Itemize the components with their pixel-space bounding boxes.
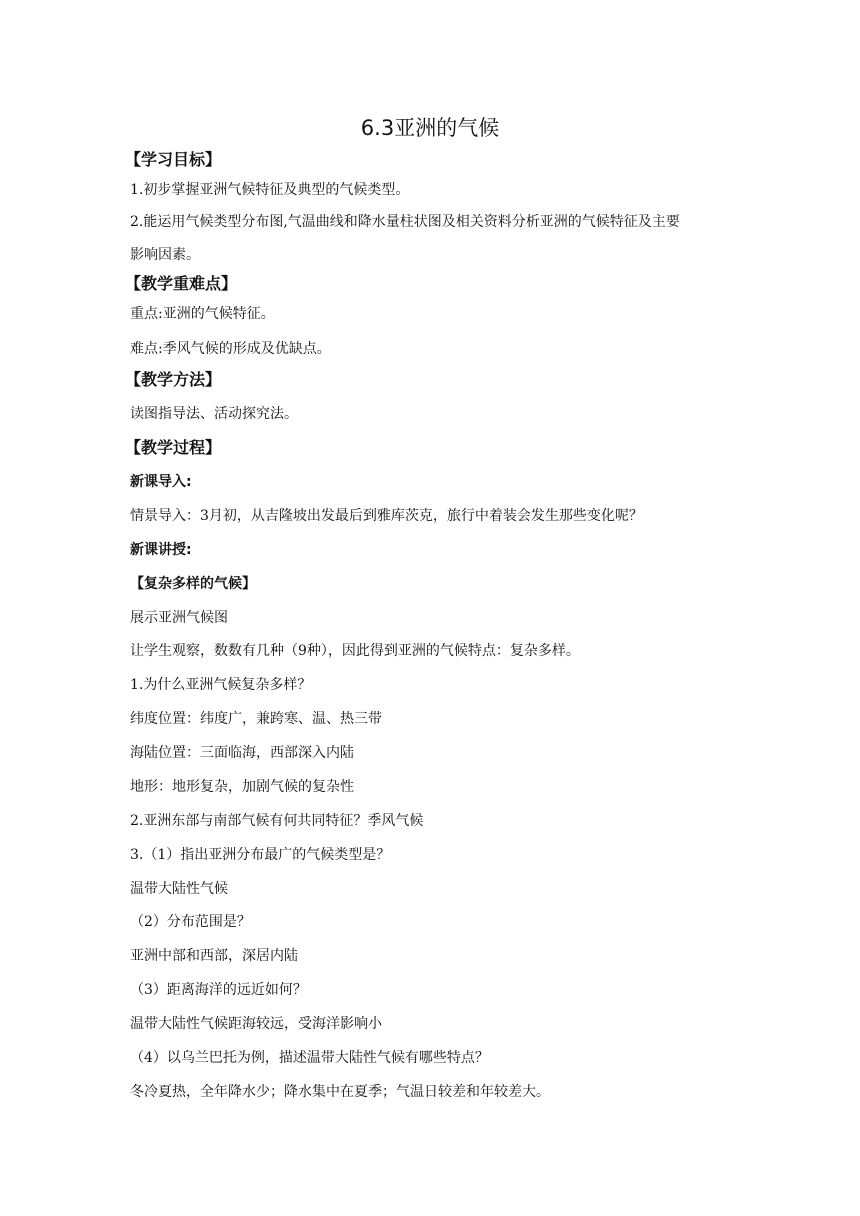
question: 3.（1）指出亚洲分布最广的气候类型是？ bbox=[130, 847, 391, 863]
paragraph: 地形：地形复杂，加剧气候的复杂性 bbox=[130, 779, 354, 795]
question: （3）距离海洋的远近如何？ bbox=[130, 982, 307, 998]
question: 2.亚洲东部与南部气候有何共同特征？季风气候 bbox=[130, 813, 424, 829]
paragraph: 影响因素。 bbox=[130, 247, 200, 263]
paragraph: 展示亚洲气候图 bbox=[130, 610, 228, 626]
paragraph: 纬度位置：纬度广，兼跨寒、温、热三带 bbox=[130, 711, 382, 727]
paragraph: 难点:季风气候的形成及优缺点。 bbox=[130, 341, 331, 357]
section-heading-process: 【教学过程】 bbox=[125, 438, 222, 457]
question: （4）以乌兰巴托为例，描述温带大陆性气候有哪些特点？ bbox=[130, 1050, 489, 1066]
paragraph: 1.初步掌握亚洲气候特征及典型的气候类型。 bbox=[130, 182, 410, 198]
paragraph: 海陆位置：三面临海，西部深入内陆 bbox=[130, 745, 354, 761]
answer: 亚洲中部和西部，深居内陆 bbox=[130, 948, 298, 964]
answer: 冬冷夏热，全年降水少；降水集中在夏季；气温日较差和年较差大。 bbox=[130, 1084, 550, 1100]
paragraph: 读图指导法、活动探究法。 bbox=[130, 406, 298, 422]
question: 1.为什么亚洲气候复杂多样？ bbox=[130, 677, 312, 693]
section-heading-objectives: 【学习目标】 bbox=[125, 150, 222, 169]
paragraph: 2.能运用气候类型分布图,气温曲线和降水量柱状图及相关资料分析亚洲的气候特征及主要 bbox=[130, 214, 680, 230]
question: （2）分布范围是？ bbox=[130, 914, 251, 930]
section-heading-methods: 【教学方法】 bbox=[125, 370, 222, 389]
subheading-intro: 新课导入: bbox=[130, 474, 192, 490]
page-title: 6.3亚洲的气候 bbox=[360, 116, 500, 140]
paragraph: 情景导入：3月初，从吉隆坡出发最后到雅库茨克，旅行中着装会发生那些变化呢？ bbox=[130, 508, 643, 524]
answer: 温带大陆性气候 bbox=[130, 881, 228, 897]
subheading-lecture: 新课讲授: bbox=[130, 542, 192, 558]
paragraph: 重点:亚洲的气候特征。 bbox=[130, 306, 275, 322]
paragraph: 让学生观察，数数有几种（9种），因此得到亚洲的气候特点：复杂多样。 bbox=[130, 643, 580, 659]
subheading-diverse-climate: 【复杂多样的气候】 bbox=[130, 576, 256, 592]
answer: 温带大陆性气候距海较远，受海洋影响小 bbox=[130, 1016, 382, 1032]
section-heading-key-points: 【教学重难点】 bbox=[125, 274, 238, 293]
